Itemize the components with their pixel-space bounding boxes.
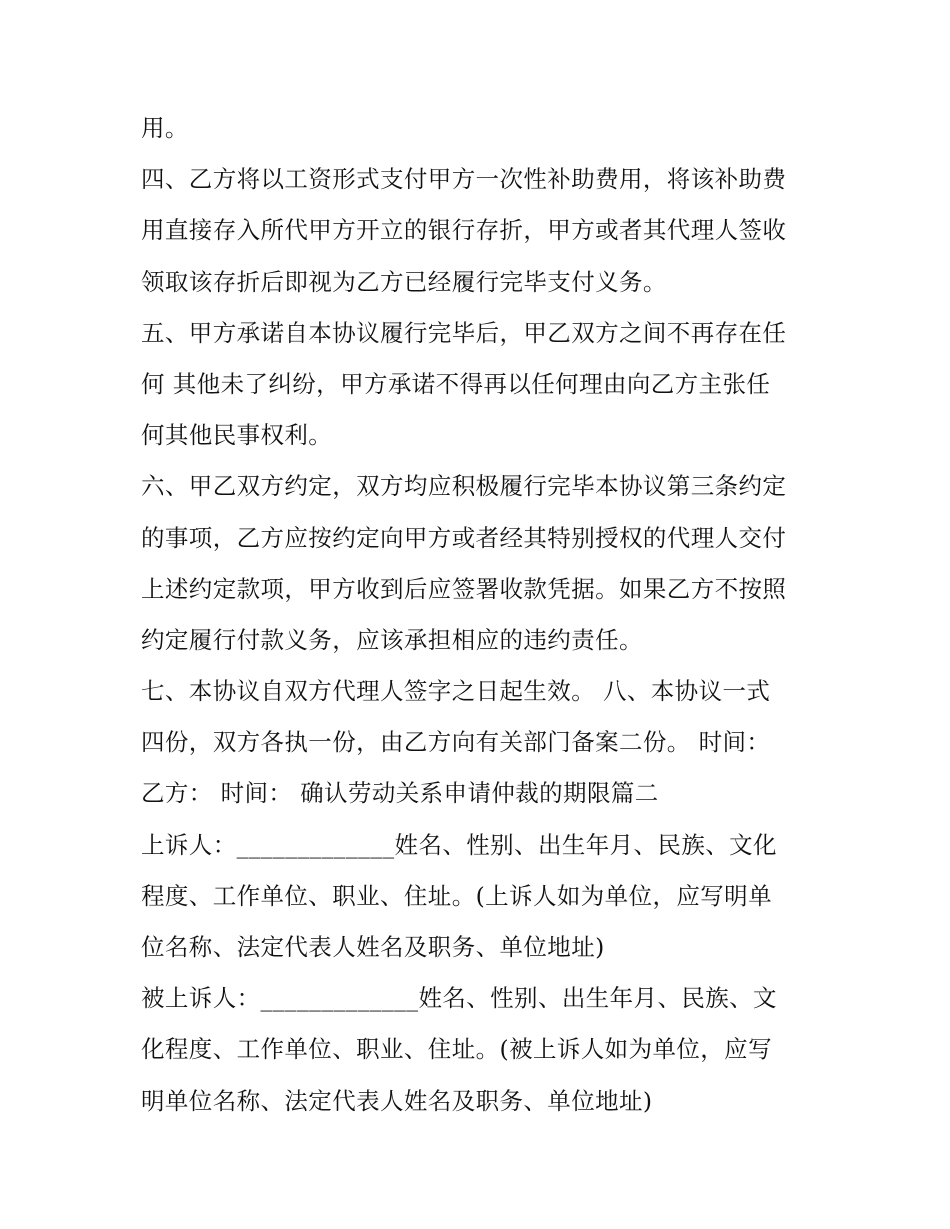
text-line: 何其他民事权利。 (141, 421, 333, 450)
text-line: 六、甲乙双方约定，双方均应积极履行完毕本协议第三条约定 (141, 472, 787, 501)
text-line: 被上诉人：_____________姓名、性别、出生年月、民族、文 (141, 984, 777, 1013)
text-line: 的事项，乙方应按约定向甲方或者经其特别授权的代理人交付 (141, 523, 787, 552)
text-line: 用直接存入所代甲方开立的银行存折，甲方或者其代理人签收 (141, 216, 787, 245)
text-line: 四、乙方将以工资形式支付甲方一次性补助费用，将该补助费 (141, 165, 787, 194)
text-line: 位名称、法定代表人姓名及职务、单位地址) (141, 933, 605, 961)
text-line: 化程度、工作单位、职业、住址。(被上诉人如为单位，应写 (141, 1035, 772, 1064)
text-line: 上诉人：_____________姓名、性别、出生年月、民族、文化 (141, 830, 777, 859)
text-line: 四份，双方各执一份，由乙方向有关部门备案二份。 时间： (141, 728, 771, 757)
text-line: 何 其他未了纠纷，甲方承诺不得再以任何理由向乙方主张任 (141, 369, 771, 398)
text-line: 上述约定款项，甲方收到后应签署收款凭据。如果乙方不按照 (141, 574, 787, 603)
text-line: 乙方： 时间： 确认劳动关系申请仲裁的期限篇二 (141, 779, 659, 808)
text-line: 约定履行付款义务，应该承担相应的违约责任。 (141, 625, 643, 654)
text-line: 五、甲方承诺自本协议履行完毕后，甲乙双方之间不再存在任 (141, 318, 787, 347)
document-body (141, 103, 821, 1127)
text-line: 明单位名称、法定代表人姓名及职务、单位地址) (141, 1086, 653, 1115)
text-line: 七、本协议自双方代理人签字之日起生效。 八、本协议一式 (141, 677, 771, 706)
text-line: 程度、工作单位、职业、住址。(上诉人如为单位，应写明单 (141, 881, 772, 910)
text-line: 用。 (141, 114, 189, 142)
text-line: 领取该存折后即视为乙方已经履行完毕支付义务。 (141, 267, 667, 296)
